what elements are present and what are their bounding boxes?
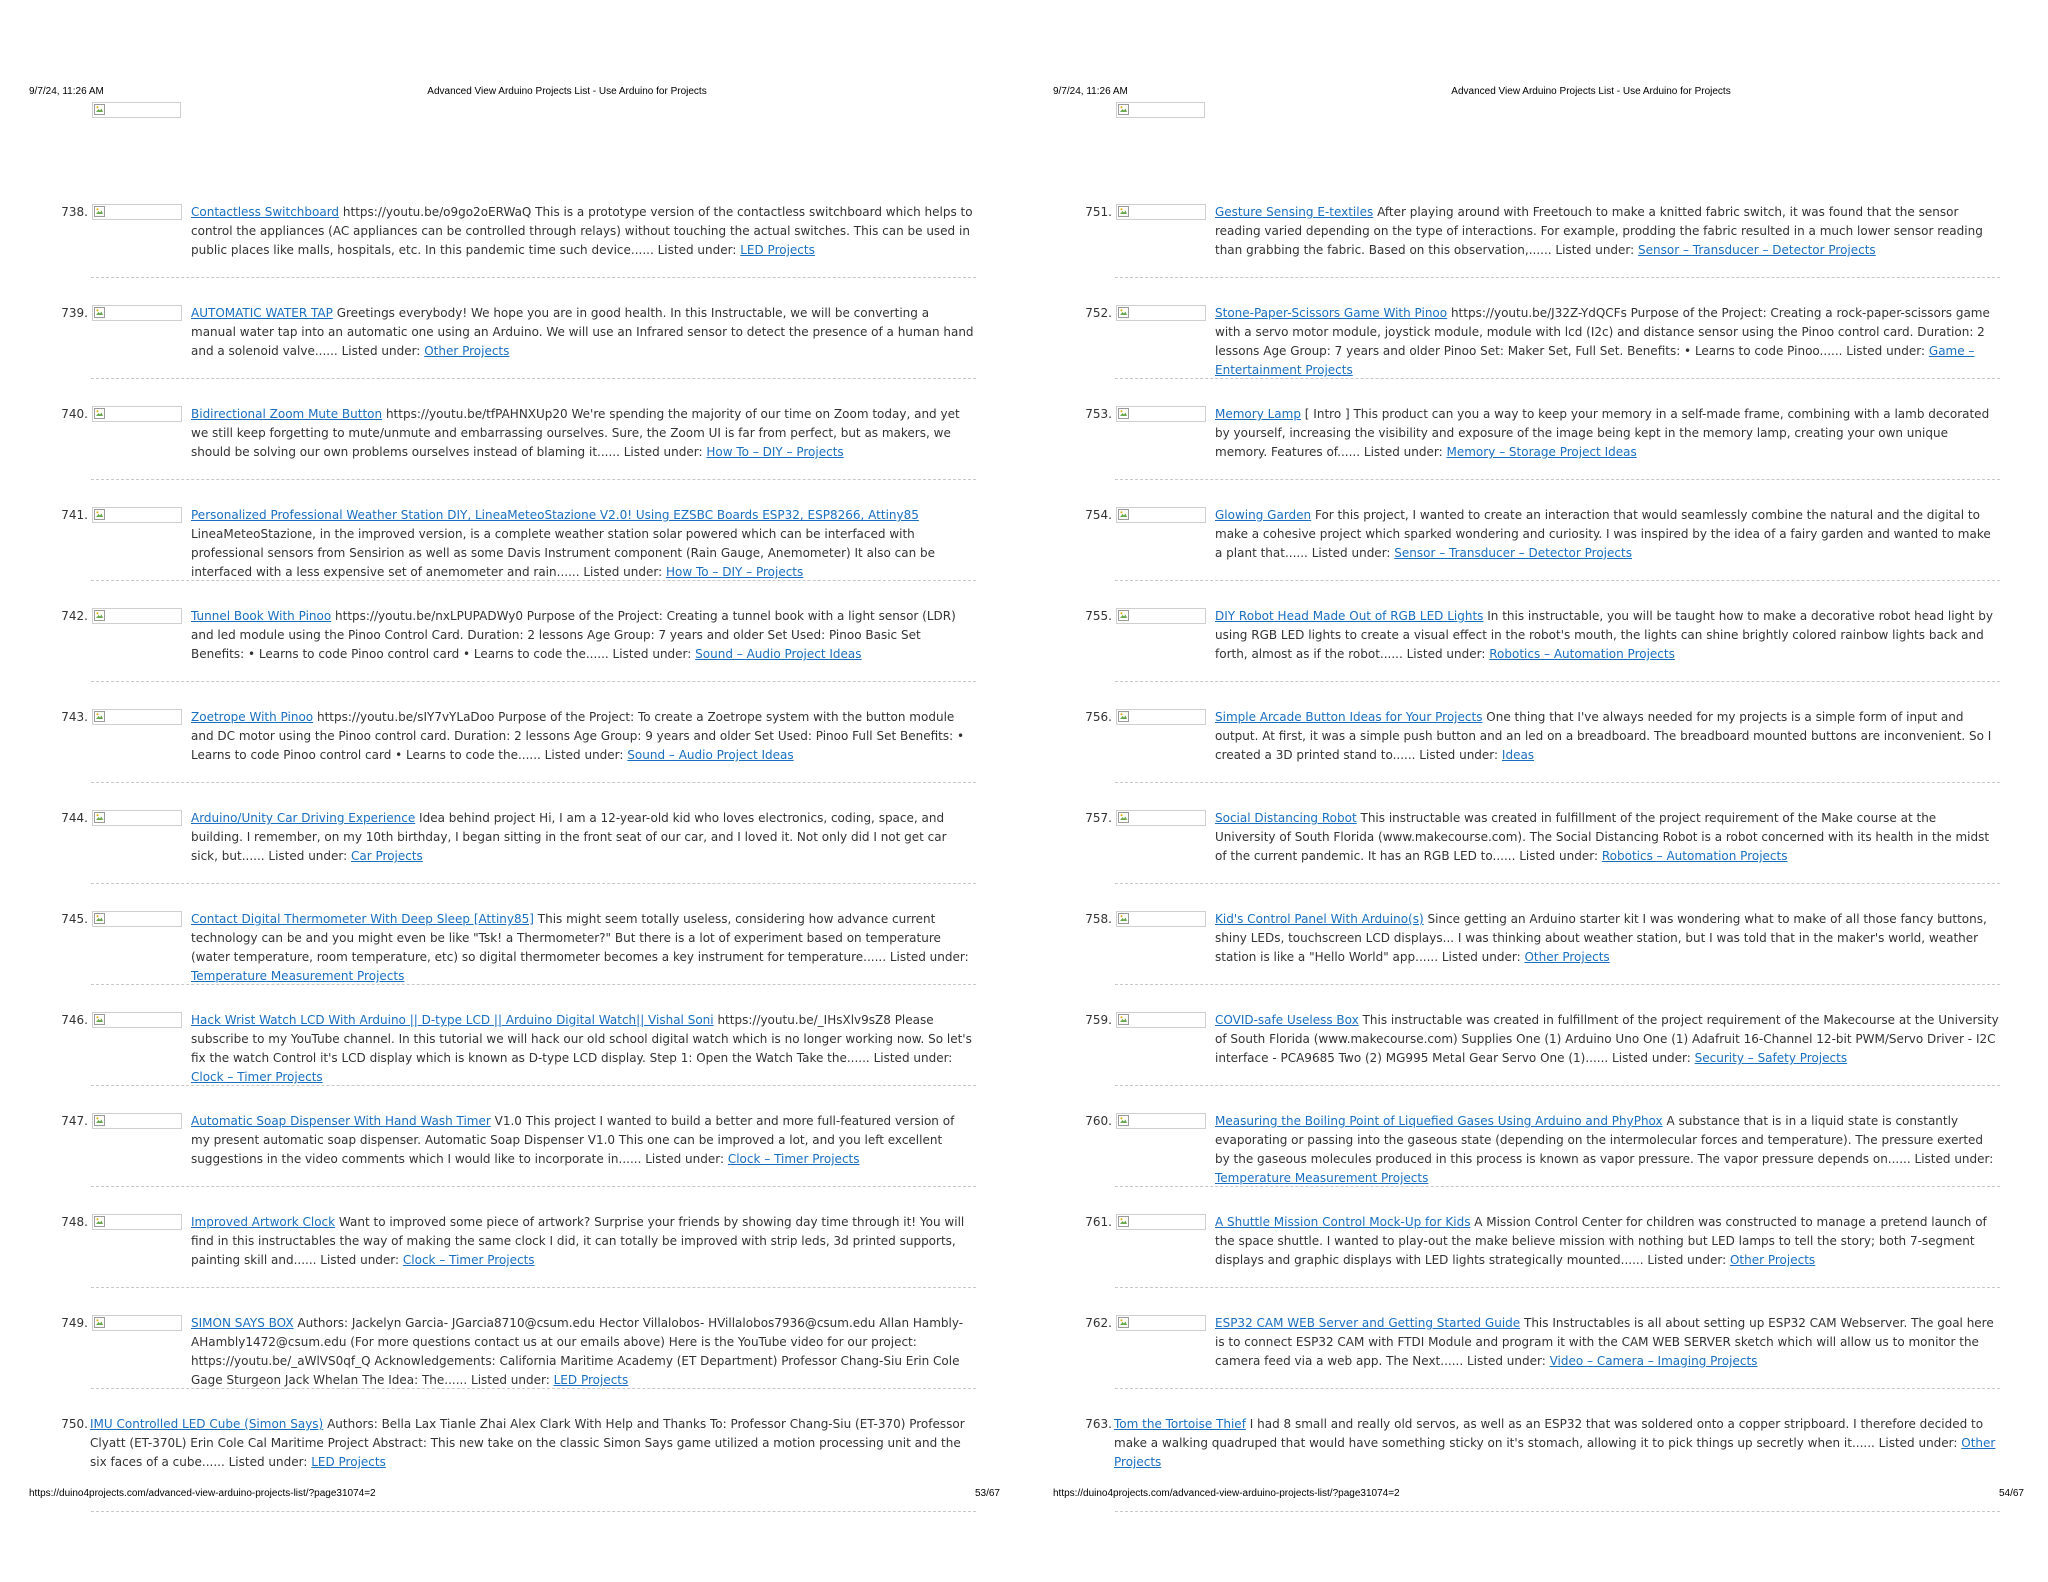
project-description (1215, 809, 2000, 866)
project-title-link[interactable]: IMU Controlled LED Cube (Simon Says) (90, 1417, 324, 1431)
project-summary: Since getting an Arduino starter kit I was wondering what to make of all those fancy buttons, shiny LEDs, touchscreen LCD displays... I was thinking about weather station, but I was told that in the maker's world, weather station is like a "Hello World" app...... (1215, 912, 1987, 964)
project-title-link[interactable]: Gesture Sensing E-textiles (1215, 205, 1374, 219)
category-link[interactable]: Other Projects (1524, 950, 1610, 964)
entry-divider (91, 1388, 976, 1389)
project-thumbnail[interactable] (92, 911, 182, 927)
item-number: 741. (61, 508, 88, 522)
item-number: 748. (61, 1215, 88, 1229)
category-link[interactable]: LED Projects (311, 1455, 386, 1469)
project-summary: For this project, I wanted to create an interaction that would seamlessly combine the natural and the digital to make a cohesive project which sparked wondering and curiosity. I was inspired by the idea of a fairy garden and wanted to make a plant that...... (1215, 508, 1991, 560)
broken-image-icon (94, 1216, 105, 1227)
item-number: 740. (61, 407, 88, 421)
listed-under-label: Listed under: (228, 1455, 308, 1469)
broken-image-icon (94, 711, 105, 722)
broken-image-icon (1118, 913, 1129, 924)
category-link[interactable]: Ideas (1501, 748, 1535, 762)
project-thumbnail[interactable] (1116, 709, 1206, 725)
project-title-link[interactable]: Social Distancing Robot (1215, 811, 1357, 825)
page-54 (1024, 0, 2048, 1582)
category-link[interactable]: How To – DIY – Projects (706, 445, 844, 459)
print-date: 9/7/24, 11:26 AM (29, 86, 104, 97)
project-thumbnail[interactable] (92, 204, 182, 220)
project-description (1215, 910, 2000, 967)
project-summary: This Instructables is all about setting up ESP32 CAM Webserver. The goal here is to connect ESP32 CAM with FTDI Module and program it with the CAM WEB SERVER sketch which will allow us to monitor the camera feed via a web app. The Next...... (1215, 1316, 1994, 1368)
project-thumbnail[interactable] (92, 709, 182, 725)
entry-divider (91, 984, 976, 985)
listed-under-label: Listed under: (471, 1373, 550, 1387)
listed-under-label: Listed under: (320, 1253, 400, 1267)
category-link[interactable]: Clock – Timer Projects (402, 1253, 535, 1267)
project-description (191, 1011, 976, 1087)
entry-divider (91, 681, 976, 682)
entry-divider (1115, 277, 2000, 278)
project-title-link[interactable]: Tom the Tortoise Thief (1114, 1417, 1246, 1431)
item-number: 757. (1085, 811, 1112, 825)
project-title-link[interactable]: Simple Arcade Button Ideas for Your Projects (1215, 710, 1483, 724)
entry-divider (1115, 378, 2000, 379)
project-title-link[interactable]: AUTOMATIC WATER TAP (191, 306, 333, 320)
project-title-link[interactable]: Tunnel Book With Pinoo (191, 609, 332, 623)
broken-image-icon (1116, 102, 1205, 118)
category-link[interactable]: Sound – Audio Project Ideas (695, 647, 862, 661)
entry-divider (1115, 1085, 2000, 1086)
entry-divider (91, 1287, 976, 1288)
listed-under-label: Listed under: (1555, 243, 1635, 257)
item-number: 746. (61, 1013, 88, 1027)
project-thumbnail[interactable] (1116, 406, 1206, 422)
category-link[interactable]: Robotics – Automation Projects (1489, 647, 1675, 661)
print-title: Advanced View Arduino Projects List - Use Arduino for Projects (427, 86, 707, 97)
project-thumbnail[interactable] (92, 1012, 182, 1028)
entry-divider (91, 782, 976, 783)
item-number: 744. (61, 811, 88, 825)
broken-image-icon (1118, 408, 1129, 419)
project-summary: This might seem totally useless, considering how advance current technology can be and you might even be like "Tsk! a Thermometer?" But there is a lot of experiment based on temperature (water temperature, room temperature, etc) so digital thermometer becomes a key instrument for temperature...... (191, 912, 941, 964)
listed-under-label: Listed under: (1914, 1152, 1994, 1166)
project-summary: https://youtu.be/J32Z-YdQCFs Purpose of the Project: Creating a rock-paper-scissors game with a servo motor module, joystick module, module with lcd (I2c) and distance sensor using the Pinoo control card. Duration: 2 lessons Age Group: 7 years and older Pinoo Set: Maker Set, Full Set. Benefits: • Learns to code Pinoo...... (1215, 306, 1990, 358)
entry-divider (91, 378, 976, 379)
item-number: 738. (61, 205, 88, 219)
item-number: 743. (61, 710, 88, 724)
project-thumbnail[interactable] (1116, 911, 1206, 927)
category-link[interactable]: How To – DIY – Projects (665, 565, 804, 579)
item-number: 754. (1085, 508, 1112, 522)
project-title-link[interactable]: Personalized Professional Weather Station DIY, LineaMeteoStazione V2.0! Using EZSBC Boards ESP32, ESP8266, Attiny85 (191, 508, 919, 522)
project-title-link[interactable]: Bidirectional Zoom Mute Button (191, 407, 383, 421)
category-link[interactable]: Temperature Measurement Projects (191, 969, 405, 983)
project-description (1215, 1314, 2000, 1371)
project-summary: https://youtu.be/sIY7vYLaDoo Purpose of the Project: To create a Zoetrope system with the button module and DC motor using the Pinoo control card. Duration: 2 lessons Age Group: 9 years and older Set Used: Pinoo Full Set Benefits: • Learns to code Pinoo control card • Learns to code the...... (191, 710, 965, 762)
project-description (1215, 708, 2000, 765)
item-number: 758. (1085, 912, 1112, 926)
print-title: Advanced View Arduino Projects List - Use Arduino for Projects (1451, 86, 1731, 97)
project-thumbnail[interactable] (1116, 305, 1206, 321)
listed-under-label: Listed under: (1363, 445, 1443, 459)
page-number: 54/67 (1998, 1488, 2024, 1499)
category-link[interactable]: LED Projects (553, 1373, 629, 1387)
entry-divider (1115, 782, 2000, 783)
listed-under-label: Listed under: (657, 243, 737, 257)
broken-image-icon (94, 1115, 105, 1126)
project-description (191, 1314, 976, 1390)
project-thumbnail[interactable] (92, 1214, 182, 1230)
item-number: 756. (1085, 710, 1112, 724)
category-link[interactable]: Car Projects (351, 849, 423, 863)
broken-image-icon (1118, 1115, 1129, 1126)
project-title-link[interactable]: Arduino/Unity Car Driving Experience (191, 811, 416, 825)
entry-divider (91, 1511, 976, 1512)
broken-image-icon (94, 307, 105, 318)
item-number: 747. (61, 1114, 88, 1128)
print-url[interactable]: https://duino4projects.com/advanced-view-arduino-projects-list/?page31074=2 (29, 1488, 376, 1499)
project-thumbnail[interactable] (1116, 1315, 1206, 1331)
entry-divider (91, 580, 976, 581)
category-link[interactable]: Temperature Measurement Projects (1215, 1171, 1429, 1185)
project-description (191, 607, 976, 664)
category-link[interactable]: Clock – Timer Projects (191, 1070, 323, 1084)
broken-image-icon (1118, 610, 1129, 621)
project-thumbnail[interactable] (92, 1315, 182, 1331)
entry-divider (91, 1186, 976, 1187)
category-link[interactable]: Sound – Audio Project Ideas (627, 748, 794, 762)
broken-image-icon (94, 913, 105, 924)
entry-divider (91, 883, 976, 884)
project-summary: Authors: Bella Lax Tianle Zhai Alex Clark With Help and Thanks To: Professor Chang-Siu (ET-370) Professor Clyatt (ET-370L) Erin Cole Cal Maritime Project Abstract: This new take on the classic Simon Says game utilized a motion processing unit and the six faces of a cube...... (90, 1417, 965, 1469)
listed-under-label: Listed under: (1406, 647, 1486, 661)
entry-divider (1115, 883, 2000, 884)
item-number: 749. (61, 1316, 88, 1330)
broken-image-icon (1118, 307, 1129, 318)
listed-under-label: Listed under: (341, 344, 421, 358)
listed-under-label: Listed under: (1647, 1253, 1727, 1267)
item-number: 752. (1085, 306, 1112, 320)
project-summary: Want to improved some piece of artwork? Surprise your friends by showing day time through it! You will find in this instructables the way of making the same clock I did, it can totally be improved with strip leds, 3d printed supports, painting skill and...... (191, 1215, 965, 1267)
print-url[interactable]: https://duino4projects.com/advanced-view-arduino-projects-list/?page31074=2 (1053, 1488, 1400, 1499)
entry-divider (1115, 1186, 2000, 1187)
project-thumbnail[interactable] (92, 305, 182, 321)
broken-image-icon (1118, 206, 1129, 217)
project-title-link[interactable]: Contact Digital Thermometer With Deep Sleep [Attiny85] (191, 912, 534, 926)
item-number: 750. (61, 1417, 88, 1431)
listed-under-label: Listed under: (1519, 849, 1599, 863)
project-summary: https://youtu.be/o9go2oERWaQ This is a prototype version of the contactless switchboard which helps to control the appliances (AC appliances can be controlled through relays) without touching the actual switches. This can be used in public places like malls, hospitals, etc. In this pandemic time such device...... (191, 205, 973, 257)
entry-divider (91, 1085, 976, 1086)
item-number: 763. (1085, 1417, 1112, 1431)
category-link[interactable]: Other Projects (424, 344, 510, 358)
category-link[interactable]: Memory – Storage Project Ideas (1446, 445, 1637, 459)
listed-under-label: Listed under: (268, 849, 348, 863)
broken-image-glyph (1118, 104, 1129, 115)
broken-image-icon (1118, 812, 1129, 823)
category-link[interactable]: Other Projects (1729, 1253, 1816, 1267)
project-description (1114, 1415, 2000, 1472)
project-description (1215, 506, 2000, 563)
project-description (191, 506, 976, 582)
item-number: 745. (61, 912, 88, 926)
category-link[interactable]: LED Projects (740, 243, 815, 257)
project-title-link[interactable]: A Shuttle Mission Control Mock-Up for Kids (1215, 1215, 1471, 1229)
broken-image-icon (94, 610, 105, 621)
project-description (1215, 1011, 2000, 1068)
item-number: 755. (1085, 609, 1112, 623)
project-thumbnail[interactable] (1116, 810, 1206, 826)
project-summary: A substance that is in a liquid state is constantly evaporating or passing into the gaseous state (depending on the intermolecular forces and temperature). The pressure exerted by the gaseous molecules produced in this process is known as vapor pressure. The vapor pressure depends on...... (1215, 1114, 1984, 1166)
project-summary: https://youtu.be/_IHsXlv9sZ8 Please subscribe to my YouTube channel. In this tutorial we will hack our old school digital watch which is no longer working now. So let's fix the watch Control it's LCD display which is known as D-type LCD display. Step 1: Open the Watch Take the...... (191, 1013, 972, 1065)
category-link[interactable]: Clock – Timer Projects (727, 1152, 860, 1166)
project-summary: LineaMeteoStazione, in the improved version, is a complete weather station solar powered which can be interfaced with professional sensors from Sensirion as well as some Davis Instrument component (Rain Gauge, Anemometer) It also can be interfaced with a less expensive set of anemometer and rain...... (191, 527, 936, 579)
listed-under-label: Listed under: (612, 647, 692, 661)
project-thumbnail[interactable] (1116, 608, 1206, 624)
project-thumbnail[interactable] (1116, 1113, 1206, 1129)
project-summary: https://youtu.be/tfPAHNXUp20 We're spending the majority of our time on Zoom today, and yet we still keep forgetting to mute/unmute and embarrassing ourselves. Sure, the Zoom UI is far from perfect, but as makers, we should be solving our own problems ourselves instead of blaming it...... (191, 407, 960, 459)
project-description (191, 203, 976, 260)
category-link[interactable]: Sensor – Transducer – Detector Projects (1638, 243, 1876, 257)
listed-under-label: Listed under: (1846, 344, 1926, 358)
item-number: 751. (1085, 205, 1112, 219)
broken-image-icon (94, 812, 105, 823)
project-description (1215, 1112, 2000, 1188)
entry-divider (1115, 1287, 2000, 1288)
category-link[interactable]: Robotics – Automation Projects (1601, 849, 1788, 863)
project-title-link[interactable]: Measuring the Boiling Point of Liquefied Gases Using Arduino and PhyPhox (1215, 1114, 1663, 1128)
entry-divider (1115, 580, 2000, 581)
category-link[interactable]: Video – Camera – Imaging Projects (1549, 1354, 1758, 1368)
broken-image-icon (94, 509, 105, 520)
project-summary: This instructable was created in fulfillment of the project requirement of the Makecourse at the University of South Florida (www.makecourse.com) Supplies One (1) Arduino Uno One (1) Adafruit 16-Channel 12-bit PWM/Servo Driver - I2C interface - PCA9685 Two (2) MG995 Metal Gear Servo One (1)...... (1215, 1013, 1999, 1065)
project-description (191, 1112, 976, 1169)
project-summary: A Mission Control Center for children was constructed to manage a pretend launch of the space shuttle. I wanted to play-out the make believe mission with nothing but LED lamps to tell the story; both 7-segment displays and graphic displays with LED lights strategically mounted...... (1215, 1215, 1987, 1267)
category-link[interactable]: Security – Safety Projects (1694, 1051, 1848, 1065)
item-number: 759. (1085, 1013, 1112, 1027)
print-date: 9/7/24, 11:26 AM (1053, 86, 1128, 97)
item-number: 761. (1085, 1215, 1112, 1229)
listed-under-label: Listed under: (1466, 1354, 1546, 1368)
project-title-link[interactable]: Automatic Soap Dispenser With Hand Wash Timer (191, 1114, 491, 1128)
project-description (90, 1415, 976, 1472)
project-summary: Authors: Jackelyn Garcia- JGarcia8710@csum.edu Hector Villalobos- HVillalobos7936@csum.edu Allan Hambly-AHambly1472@csum.edu (For more questions contact us at our emails above) Here is the YouTube video for our project: https://youtu.be/_aWlVS0qf_Q Acknowledgements: California Maritime Academy (ET Department) Professor Chang-Siu Erin Cole Gage Sturgeon Jack Whelan The Idea: The...... (191, 1316, 964, 1387)
item-number: 762. (1085, 1316, 1112, 1330)
broken-image-icon (94, 206, 105, 217)
listed-under-label: Listed under: (1441, 950, 1521, 964)
project-summary: Greetings everybody! We hope you are in good health. In this Instructable, we will be converting a manual water tap into an automatic one using an Arduino. We will use an Infrared sensor to detect the presence of a human hand and a solenoid valve...... (191, 306, 974, 358)
project-title-link[interactable]: SIMON SAYS BOX (191, 1316, 294, 1330)
entry-divider (1115, 1388, 2000, 1389)
listed-under-label: Listed under: (645, 1152, 725, 1166)
project-thumbnail[interactable] (92, 406, 182, 422)
broken-image-icon (94, 408, 105, 419)
project-title-link[interactable]: COVID-safe Useless Box (1215, 1013, 1359, 1027)
broken-image-icon (94, 1317, 105, 1328)
broken-image-glyph (94, 104, 105, 115)
item-number: 742. (61, 609, 88, 623)
project-title-link[interactable]: Improved Artwork Clock (191, 1215, 336, 1229)
project-title-link[interactable]: Zoetrope With Pinoo (191, 710, 314, 724)
project-summary: After playing around with Freetouch to make a knitted fabric switch, it was found that the sensor reading varied depending on the type of interactions. For example, prodding the fabric resulted in a much lower sensor reading than grabbing the fabric. Based on this observation,...... (1215, 205, 1983, 257)
project-thumbnail[interactable] (92, 507, 182, 523)
project-thumbnail[interactable] (92, 608, 182, 624)
project-description (191, 405, 976, 462)
listed-under-label: Listed under: (1878, 1436, 1958, 1450)
project-title-link[interactable]: Memory Lamp (1215, 407, 1301, 421)
broken-image-icon (1118, 509, 1129, 520)
listed-under-label: Listed under: (889, 950, 969, 964)
project-summary: V1.0 This project I wanted to build a better and more full-featured version of my present automatic soap dispenser. Automatic Soap Dispenser V1.0 This one can be improved a lot, and you left excellent suggestions in the video comments which I would like to incorporate in...... (191, 1114, 955, 1166)
project-thumbnail[interactable] (1116, 507, 1206, 523)
project-title-link[interactable]: Contactless Switchboard (191, 205, 340, 219)
project-description (1215, 203, 2000, 260)
project-summary: https://youtu.be/nxLPUPADWy0 Purpose of the Project: Creating a tunnel book with a light sensor (LDR) and led module using the Pinoo Control Card. Duration: 2 lessons Age Group: 7 years and older Set Used: Pinoo Basic Set Benefits: • Learns to code Pinoo control card • Learns to code the...... (191, 609, 956, 661)
entry-divider (1115, 984, 2000, 985)
project-thumbnail[interactable] (92, 1113, 182, 1129)
project-summary: This instructable was created in fulfillment of the project requirement of the Make course at the University of South Florida (www.makecourse.com). The Social Distancing Robot is a robot concerned with its health in the midst of the current pandemic. It has an RGB LED to...... (1215, 811, 1990, 863)
project-thumbnail[interactable] (92, 810, 182, 826)
project-title-link[interactable]: Glowing Garden (1215, 508, 1312, 522)
project-description (191, 910, 976, 986)
broken-image-icon (94, 1014, 105, 1025)
project-title-link[interactable]: Stone-Paper-Scissors Game With Pinoo (1215, 306, 1448, 320)
project-description (1215, 607, 2000, 664)
broken-image-icon (1118, 1317, 1129, 1328)
project-description (1215, 405, 2000, 462)
entry-divider (1115, 681, 2000, 682)
entry-divider (91, 479, 976, 480)
project-description (191, 1213, 976, 1270)
project-summary: In this instructable, you will be taught how to make a decorative robot head light by using RGB LED lights to create a visual effect in the robot's mouth, the lights can shine brightly colored rainbow lights back and forth, almost as if the robot...... (1215, 609, 1994, 661)
listed-under-label: Listed under: (1311, 546, 1391, 560)
project-title-link[interactable]: Kid's Control Panel With Arduino(s) (1215, 912, 1424, 926)
project-description (191, 809, 976, 866)
broken-image-icon (92, 102, 181, 118)
project-thumbnail[interactable] (1116, 1012, 1206, 1028)
listed-under-label: Listed under: (873, 1051, 953, 1065)
project-description (191, 304, 976, 361)
project-title-link[interactable]: Hack Wrist Watch LCD With Arduino || D-type LCD || Arduino Digital Watch|| Vishal Soni (191, 1013, 714, 1027)
project-thumbnail[interactable] (1116, 1214, 1206, 1230)
broken-image-icon (1118, 1014, 1129, 1025)
entry-divider (1115, 1511, 2000, 1512)
category-link[interactable]: Other Projects (1114, 1436, 1996, 1469)
project-description (1215, 304, 2000, 380)
item-number: 739. (61, 306, 88, 320)
broken-image-icon (1118, 711, 1129, 722)
project-description (1215, 1213, 2000, 1270)
page-number: 53/67 (974, 1488, 1000, 1499)
category-link[interactable]: Game – Entertainment Projects (1215, 344, 1975, 377)
project-title-link[interactable]: DIY Robot Head Made Out of RGB LED Lights (1215, 609, 1484, 623)
item-number: 753. (1085, 407, 1112, 421)
listed-under-label: Listed under: (583, 565, 663, 579)
listed-under-label: Listed under: (623, 445, 703, 459)
listed-under-label: Listed under: (1612, 1051, 1691, 1065)
item-number: 760. (1085, 1114, 1112, 1128)
category-link[interactable]: Sensor – Transducer – Detector Projects (1394, 546, 1632, 560)
listed-under-label: Listed under: (1419, 748, 1499, 762)
project-description (191, 708, 976, 765)
entry-divider (91, 277, 976, 278)
project-summary: One thing that I've always needed for my projects is a simple form of input and output. At first, it was a simple push button and an led on a breadboard. The breadboard mounted buttons are inconvenient. So I created a 3D printed stand to...... (1215, 710, 1992, 762)
broken-image-icon (1118, 1216, 1129, 1227)
project-summary: I had 8 small and really old servos, as well as an ESP32 that was soldered onto a copper stripboard. I therefore decided to make a walking quadruped that would have something sticky on it's stomach, allowing it to pick things up secretly when it...... (1114, 1417, 1984, 1450)
entry-divider (1115, 479, 2000, 480)
project-thumbnail[interactable] (1116, 204, 1206, 220)
project-summary: [ Intro ] This product can you a way to keep your memory in a self-made frame, combining with a lamb decorated by yourself, increasing the visibility and exposure of the image being kept in the memory lamp, creating your own unique memory. Features of...... (1215, 407, 1990, 459)
project-title-link[interactable]: ESP32 CAM WEB Server and Getting Started Guide (1215, 1316, 1521, 1330)
listed-under-label: Listed under: (544, 748, 624, 762)
project-summary: Idea behind project Hi, I am a 12-year-old kid who loves electronics, coding, space, and building. I remember, on my 10th birthday, I began sitting in the front seat of our car, and I loved it. Not only did I not get car sick, but...... (191, 811, 947, 863)
